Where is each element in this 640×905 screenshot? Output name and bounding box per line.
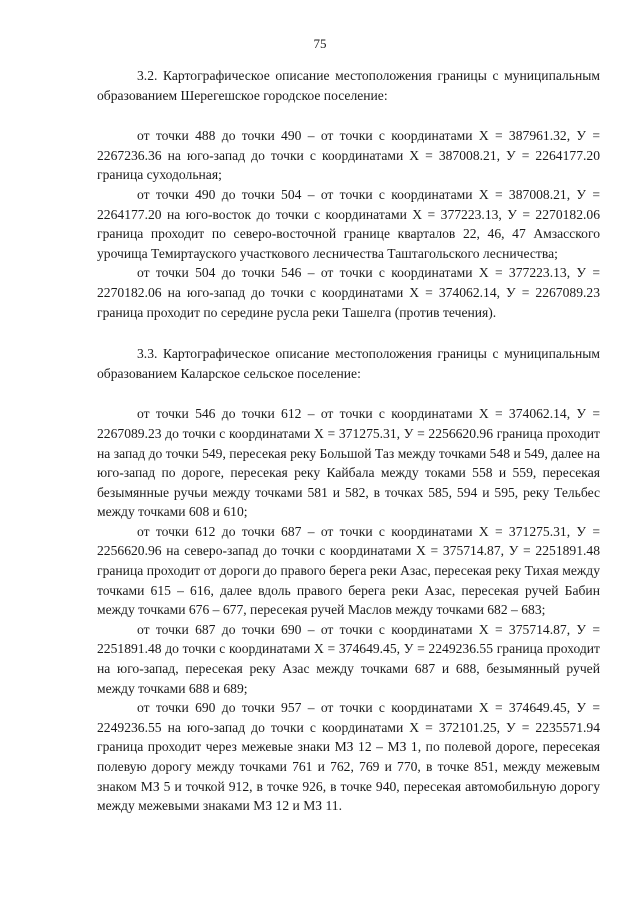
paragraph: от точки 490 до точки 504 – от точки с координатами Х = 387008.21, У = 2264177.20 на юго-восток до точки с координатами Х = 377223.13, У = 2270182.06 граница проходит по северо-восточной границе кварталов 22, 46, 47 Амзасского урочища Темиртауского участкового лесничества Таштагольского лесничества;	[97, 186, 600, 261]
paragraph: от точки 690 до точки 957 – от точки с координатами Х = 374649.45, У = 2249236.55 на юго-запад до точки с координатами Х = 372101.25, У = 2235571.94 граница проходит через межевые знаки МЗ 12 – МЗ 1, по полевой дороге, пересекая полевую дорогу между точками 761 и 762, 769 и 770, в точке 851, между межевым знаком МЗ 5 и точкой 912, в точке 926, в точке 940, пересекая автомобильную дорогу между межевыми знаками МЗ 12 и МЗ 11.	[97, 700, 600, 814]
section-3-3	[97, 344, 600, 816]
paragraph: от точки 488 до точки 490 – от точки с координатами Х = 387961.32, У = 2267236.36 на юго-запад до точки с координатами Х = 387008.21, У = 2264177.20 граница суходольная;	[97, 128, 600, 183]
paragraph: от точки 546 до точки 612 – от точки с координатами Х = 374062.14, У = 2267089.23 до точки с координатами Х = 371275.31, У = 2256620.96 граница проходит на запад до точки 549, пересекая реку Большой Таз между точками 548 и 549, далее на юго-запад по дороге, пересекая реку Кайбала между токами 558 и 559, пересекая безымянные ручьи между точками 581 и 582, в точках 585, 594 и 595, реку Тельбес между точками 608 и 610;	[97, 406, 600, 520]
section-heading: 3.3. Картографическое описание местоположения границы с муниципальным образованием Каларское сельское поселение:	[97, 346, 600, 381]
section-3-2	[97, 66, 600, 322]
page-number: 75	[313, 36, 327, 51]
section-heading: 3.2. Картографическое описание местоположения границы с муниципальным образованием Шерегешское городское поселение:	[97, 68, 600, 103]
paragraph: от точки 504 до точки 546 – от точки с координатами Х = 377223.13, У = 2270182.06 на юго-запад до точки с координатами Х = 374062.14, У = 2267089.23 граница проходит по середине русла реки Ташелга (против течения).	[97, 265, 600, 320]
paragraph: от точки 612 до точки 687 – от точки с координатами Х = 371275.31, У = 2256620.96 на северо-запад до точки с координатами Х = 375714.87, У = 2251891.48 граница проходит от дороги до правого берега реки Азас, пересекая реку Тихая между точками 615 – 616, далее вдоль правого берега реки Азас, пересекая ручей Бабин между точками 676 – 677, пересекая ручей Маслов между точками 682 – 683;	[97, 523, 600, 618]
document-body	[97, 66, 600, 816]
paragraph: от точки 687 до точки 690 – от точки с координатами Х = 375714.87, У = 2251891.48 до точки с координатами Х = 374649.45, У = 2249236.55 граница проходит на юго-запад, пересекая реку Азас между точками 687 и 688, безымянный ручей между точками 688 и 689;	[97, 621, 600, 696]
